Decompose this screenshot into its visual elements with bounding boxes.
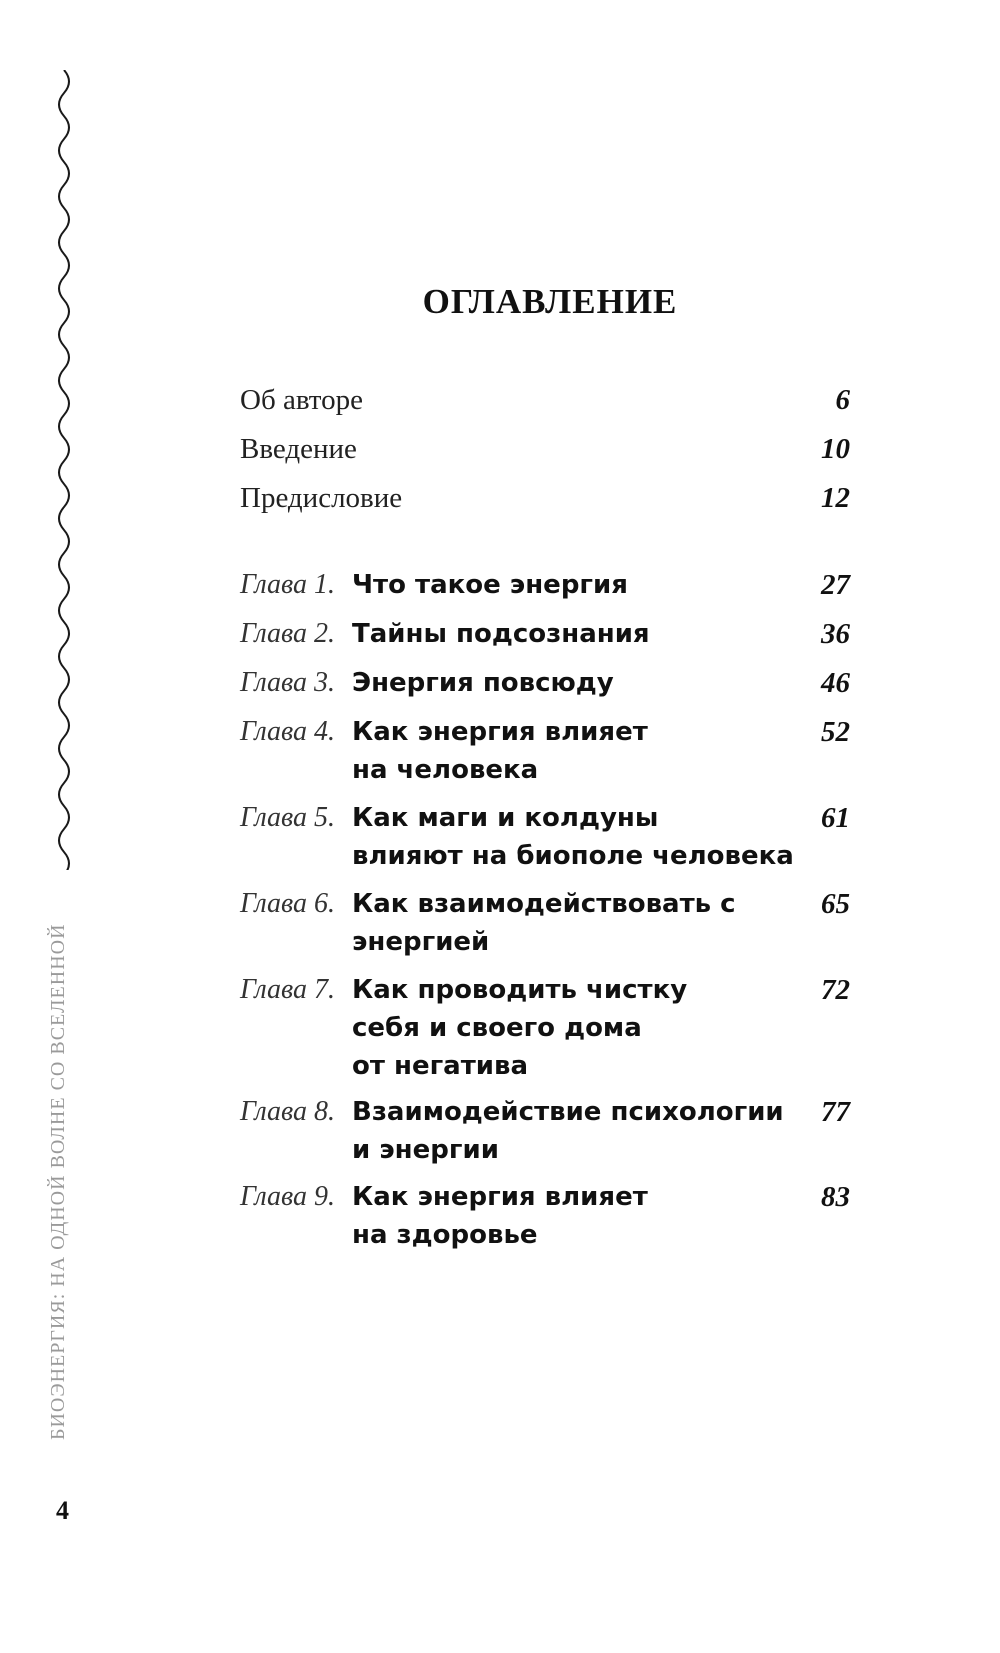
chapter-title: Как взаимодействовать с энергией <box>352 889 736 957</box>
toc-entry-page: 6 <box>835 384 850 416</box>
decorative-wave-line <box>52 70 82 870</box>
chapter-title: Как энергия влияет на здоровье <box>352 1182 648 1250</box>
chapter-title: Что такое энергия <box>352 570 628 600</box>
toc-entry-page: 10 <box>821 433 850 465</box>
toc-entry-page: 12 <box>821 482 850 514</box>
chapter-title: Как энергия влияет на человека <box>352 717 648 785</box>
chapter-page: 36 <box>821 618 850 650</box>
chapter-page: 61 <box>821 802 850 834</box>
chapter-title: Как проводить чистку себя и своего дома от негатива <box>352 975 688 1081</box>
chapter-label: Глава 5. <box>240 802 335 833</box>
chapter-label: Глава 3. <box>240 667 335 698</box>
chapter-label: Глава 2. <box>240 618 335 649</box>
chapter-page: 83 <box>821 1181 850 1213</box>
chapter-label: Глава 7. <box>240 974 335 1005</box>
chapter-page: 52 <box>821 716 850 748</box>
chapter-title: Энергия повсюду <box>352 668 614 698</box>
toc-entry-label: Введение <box>240 433 357 465</box>
toc-entry-preface[interactable] <box>240 482 850 515</box>
chapter-page: 27 <box>821 569 850 601</box>
chapter-page: 65 <box>821 888 850 920</box>
toc-entry-label: Об авторе <box>240 384 363 416</box>
chapter-title: Тайны подсознания <box>352 619 650 649</box>
toc-entry-introduction[interactable] <box>240 433 850 466</box>
chapter-page: 77 <box>821 1096 850 1128</box>
toc-entry-about-author[interactable] <box>240 384 850 417</box>
chapter-label: Глава 9. <box>240 1181 335 1212</box>
chapter-label: Глава 6. <box>240 888 335 919</box>
toc-entry-label: Предисловие <box>240 482 403 514</box>
chapter-title: Как маги и колдуны влияют на биополе человека <box>352 803 794 871</box>
page-number: 4 <box>56 1496 69 1525</box>
chapter-page: 46 <box>821 667 850 699</box>
chapter-label: Глава 8. <box>240 1096 335 1127</box>
running-title: БИОЭНЕРГИЯ: НА ОДНОЙ ВОЛНЕ СО ВСЕЛЕННОЙ <box>47 923 69 1440</box>
chapter-page: 72 <box>821 974 850 1006</box>
page-title: ОГЛАВЛЕНИЕ <box>422 282 678 321</box>
chapter-label: Глава 4. <box>240 716 335 747</box>
chapter-title: Взаимодействие психологии и энергии <box>352 1097 784 1165</box>
chapter-label: Глава 1. <box>240 569 335 600</box>
